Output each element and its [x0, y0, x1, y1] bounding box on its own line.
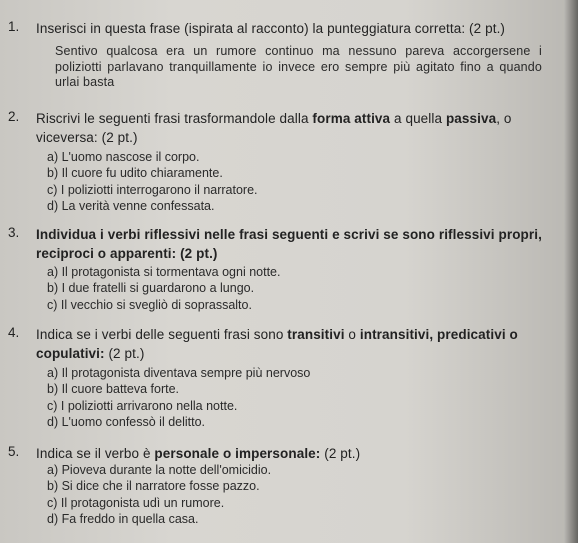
question-prompt — [36, 225, 556, 263]
list-item: b) Il cuore fu udito chiaramente. — [47, 166, 223, 181]
prompt-emphasis: forma attiva — [312, 111, 391, 126]
prompt-emphasis: copulativi: — [36, 346, 105, 361]
list-item: b) Il cuore batteva forte. — [47, 382, 180, 397]
prompt-text: Indica se il verbo è — [36, 446, 155, 461]
question-number: 1. — [8, 19, 20, 34]
question-prompt — [36, 325, 556, 363]
question-prompt: Inserisci in questa frase (ispirata al racconto) la punteggiatura corretta: (2 pt.) — [36, 21, 506, 36]
prompt-text: a quella — [390, 111, 446, 126]
prompt-text: o — [344, 327, 360, 342]
question-prompt — [36, 109, 556, 147]
prompt-emphasis: passiva — [445, 111, 497, 126]
item-list — [47, 149, 258, 214]
question-number: 4. — [8, 325, 20, 340]
list-item: b) I due fratelli si guardarono a lungo. — [47, 281, 255, 296]
prompt-text: , o — [496, 111, 512, 126]
question-prompt — [36, 444, 556, 463]
prompt-emphasis: transitivi — [287, 327, 345, 342]
list-item: c) Il vecchio si svegliò di soprassalto. — [47, 297, 252, 312]
list-item: a) Pioveva durante la notte dell'omicidio. — [47, 463, 272, 477]
item-list — [47, 264, 280, 313]
list-item: c) I poliziotti arrivarono nella notte. — [47, 398, 238, 413]
list-item: a) L'uomo nascose il corpo. — [47, 150, 200, 164]
prompt-text: (2 pt.) — [320, 446, 361, 461]
list-item: a) Il protagonista si tormentava ogni notte. — [47, 265, 281, 279]
question-number: 5. — [8, 444, 20, 459]
prompt-emphasis: personale o impersonale: — [154, 446, 321, 461]
list-item: d) Fa freddo in quella casa. — [47, 511, 199, 526]
item-list — [47, 365, 310, 430]
prompt-text: (2 pt.) — [104, 346, 145, 361]
list-item: c) I poliziotti interrogarono il narratore. — [47, 182, 258, 197]
prompt-text: Indica se i verbi delle seguenti frasi sono — [36, 327, 288, 342]
prompt-text: Riscrivi le seguenti frasi trasformandole dalla — [36, 111, 313, 126]
item-list — [47, 462, 271, 527]
page-edge-shadow — [564, 0, 578, 543]
prompt-text: viceversa: (2 pt.) — [36, 130, 138, 145]
list-item: b) Si dice che il narratore fosse pazzo. — [47, 479, 260, 494]
prompt-emphasis: intransitivi, predicativi o — [359, 327, 518, 342]
prompt-text: Individua i verbi riflessivi nelle frasi seguenti e scrivi se sono riflessivi propri, — [36, 227, 542, 242]
list-item: c) Il protagonista udì un rumore. — [47, 495, 225, 510]
prompt-text: reciproci o apparenti: (2 pt.) — [36, 246, 218, 261]
list-item: d) L'uomo confessò il delitto. — [47, 414, 206, 429]
question-number: 3. — [8, 225, 20, 240]
list-item: a) Il protagonista diventava sempre più nervoso — [47, 366, 311, 380]
question-sentence: Sentivo qualcosa era un rumore continuo ma nessuno pareva accorgersene i poliziotti parlavano tranquillamente io invece ero sempre più agitato fino a quando urlai basta — [55, 44, 542, 89]
question-number: 2. — [8, 109, 20, 124]
list-item: d) La verità venne confessata. — [47, 198, 215, 213]
